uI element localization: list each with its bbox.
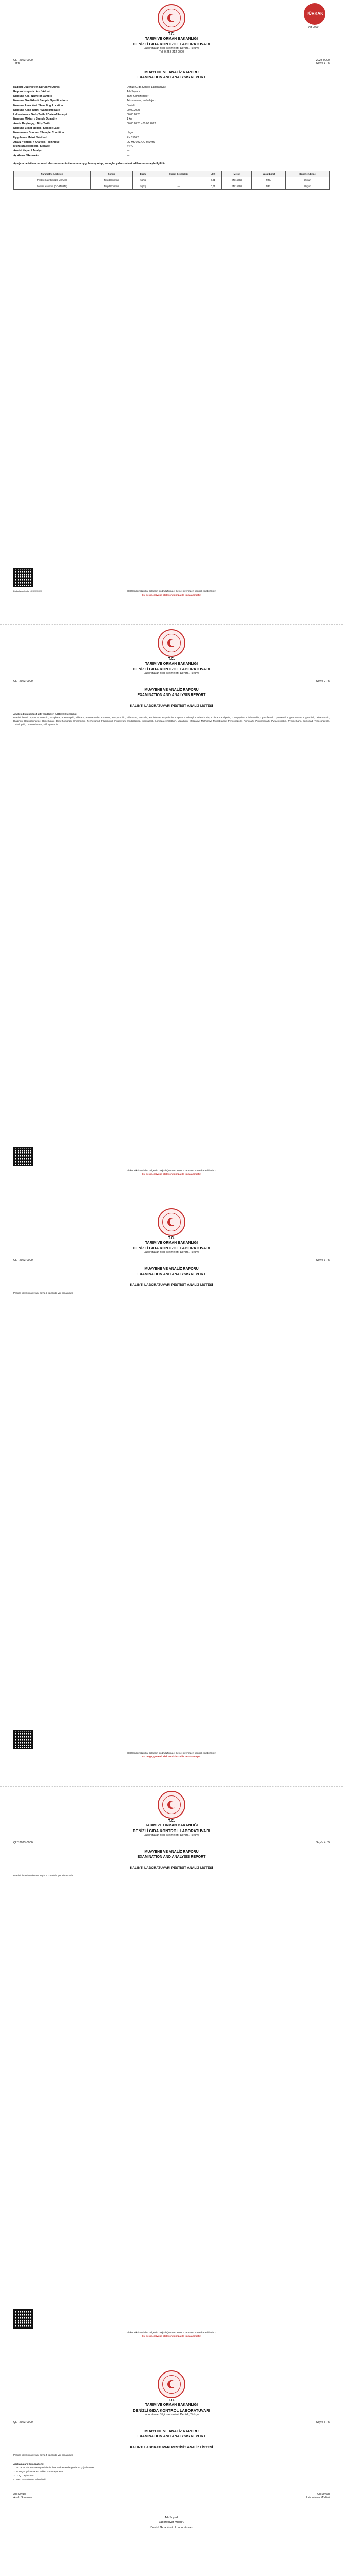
table-cell: mg/kg [132,183,153,189]
pesticide-list: Pestisit listesinin devamı sayfa 3 üzerinde yer almaktadır. [13,1292,74,1295]
report-title: MUAYENE VE ANALİZ RAPORU EXAMINATION AND ANALYSIS REPORT [137,70,206,79]
table-cell: Pestisit Kalıntısı (GC-MS/MS) [14,183,91,189]
table-cell: Tespit Edilmedi [91,177,133,183]
info-row: Numune Etiket Bilgisi / Sample Label — [13,127,130,130]
info-row: Uygulanan Metot / Method EN 15662 [13,135,139,139]
report-number-row: ÇLT-2023-0000 Tarih 2023-0000 Sayfa 1 / 5 [13,58,330,65]
final-signature-block: Adı Soyadı Laboratuvar Müdürü Denizli Gıda Kontrol Laboratuvarı [150,2516,193,2529]
table-header-cell: Ölçüm Belirsizliği [153,171,204,177]
table-cell: Pestisit Kalıntısı (LC-MS/MS) [14,177,91,183]
info-row: Analiz Başlangıç / Bitiş Tarihi 00.00.2023 - 00.00.2023 [13,122,156,126]
table-header-cell: Değerlendirme [286,171,330,177]
info-row: Numune Alma Yeri / Sampling Location Denizli [13,104,135,107]
qr-code[interactable] [13,2309,33,2329]
sample-info-block [13,85,330,158]
report-header: T.C. TARIM VE ORMAN BAKANLIĞI DENİZLİ GIDA KONTROL LABORATUVARI Laboratuvar Bilgi İşletmeleri, Denizli, Türkiye Tel: 0 258 212 9000 [133,32,210,54]
info-row: Numune Alma Tarihi / Sampling Date 00.00.2023 [13,108,140,112]
info-row: Analiz Yöntemi / Analysis Technique LC-MS/MS, GC-MS/MS [13,140,155,144]
crescent-icon [167,1801,176,1809]
table-header-cell: Parametre Analizleri [14,171,91,177]
report-page-5: T.C. TARIM VE ORMAN BAKANLIĞI DENİZLİ GIDA KONTROL LABORATUVARI Laboratuvar Bilgi İşletmeleri, Denizli, Türkiye ÇLT-2023-0000 Sayfa 5 / 5 MUAYENE VE ANALİZ RAPORU EXAMINATION AND ANALYSIS REPORT KALINTI LABORATUVARI PESTİSİT ANALİZ LİSTESİ Pestisit listesinin devamı sayfa 5 üzerinde yer almaktadır. Açıklamalar / Explanations: 1. Bu rapor laboratuvarın yazılı izni olmadan kısmen kopyalanıp çoğaltılamaz. 2. Sonuçlar yalnızca test edilen numuneye aittir. 3. LOQ: Tayin sınırı. 4. MRL: Maksimum kalıntı limiti. Adı Soyadı Analiz Sorumlusu Adı Soyadı Laboratuvar Müdürü Adı Soyadı Laboratuvar Müdürü Denizli Gıda Kontrol Laboratuvarı [0,2366,343,2576]
table-cell: Uygun [286,177,330,183]
report-page-3: T.C. TARIM VE ORMAN BAKANLIĞI DENİZLİ GIDA KONTROL LABORATUVARI Laboratuvar Bilgi İşletmeleri, Denizli, Türkiye ÇLT-2023-0000 Sayfa 3 / 5 MUAYENE VE ANALİZ RAPORU EXAMINATION AND ANALYSIS REPORT KALINTI LABORATUVARI PESTİSİT ANALİZ LİSTESİ Pestisit listesinin devamı sayfa 3 üzerinde yer almaktadır. Elektronik imzalı bu belgenin doğruluğunu e-Devlet üzerinden kontrol edebilirsiniz. Bu belge, güvenli elektronik imza ile imzalanmıştır. [0,1204,343,1786]
table-cell: — [153,183,204,189]
pesticide-list: Analiz edilen pestisit aktif maddeleri (LOQ = 0,01 mg/kg): Pestisit listesi: 2,4-D, Abamectin, Acephate, Acetamiprid, Aldicarb, Ametoctradin, Atrazine, Azoxystrobin, Bifenthrin, Boscalid, Bupirimate, Buprofezin, Captan, Carbaryl, Carbendazim, Chlorantraniliprole, Chlorpyrifos, Clothianidin, Cyazofamid, Cymoxanil, Cypermethrin, Cyprodinil, Deltamethrin, Diazinon, Difenoconazole, Dimethoate, Dimethomorph, Emamectin, Fenhexamid, Fludioxonil, Fluopyram, Imidacloprid, Indoxacarb, Lambda-cyhalothrin, Malathion, Metalaxyl, Methomyl, Myclobutanil, Penconazole, Pirimicarb, Propamocarb, Pyraclostrobin, Pyrimethanil, Spinosad, Tebuconazole, Thiacloprid, Thiamethoxam, Trifloxystrobin. [13,713,330,726]
qr-code[interactable] [13,1147,33,1166]
pesticide-list: Pestisit listesinin devamı sayfa 4 üzerinde yer almaktadır. [13,1874,74,1877]
ministry-seal-logo [158,629,185,657]
info-row: Numune Adı / Name of Sample Taze Kırmızı Biber [13,95,149,98]
crescent-icon [167,1218,176,1226]
info-row: Raporu İsteyenin Adı / Adresi Adı Soyadı [13,90,140,94]
info-row: Açıklama / Remarks — [13,154,130,158]
crescent-icon [167,639,176,647]
table-cell: Uygun [286,183,330,189]
info-row: Numune Miktarı / Sample Quantity 1 kg [13,117,132,121]
ministry-seal-logo [158,4,185,32]
info-row: Analizi Yapan / Analyst — [13,149,130,153]
crescent-icon [167,2380,176,2388]
table-cell: Tespit Edilmedi [91,183,133,189]
table-header-cell: Sonuç [91,171,133,177]
info-row: Muhafaza Koşulları / Storage +4 °C [13,145,134,148]
results-note: Aşağıda belirtilen parametreler numunenin tamamına uygulanmış olup, sonuçlar yalnızca test edilen numuneyle ilgilidir. [13,162,166,165]
table-row [14,177,330,183]
qr-code[interactable] [13,568,33,587]
info-row: Numune Özellikleri / Sample Specifications Tek numune, ambalajsız [13,99,156,103]
table-cell: MRL [252,183,286,189]
report-page-1: TÜRKAK AB-0000-T T.C. TARIM VE ORMAN BAKANLIĞI DENİZLİ GIDA KONTROL LABORATUVARI Laboratuvar Bilgi İşletmeleri, Denizli, Türkiye Tel: 0 258 212 9000 ÇLT-2023-0000 Tarih 2023-0000 Sayfa 1 / 5 MUAYENE VE ANALİZ RAPORU EXAMINATION AND ANALYSIS REPORT Raporu Düzenleyen Kurum ve Adresi Denizli Gıda Kontrol Laboratuvarı Raporu İsteyenin Adı / Adresi Adı Soyadı Numune Adı / Name of Sample Taze Kırmızı Biber Numune Özellikleri / Sample Specifications Tek numune, ambalajsız Numune Alma Yeri / Sampling Location Denizli Numune Alma Tarihi / Sampling Date 00.00.2023 Laboratuvara Geliş Tarihi / Date of Receipt 00.00.2023 Numune Miktarı / Sample Quantity 1 kg Analiz Başlangıç / Bitiş Tarihi 00.00.2023 - 00.00.2023 Numune Etiket Bilgisi / Sample Label — Numunenin Durumu / Sample Condition Uygun Uygulanan Metot / Method EN 15662 Analiz Yöntemi / Analysis Technique LC-MS/MS, GC-MS/MS Muhafaza Koşulları / Storage +4 °C Analizi Yapan / Analyst — Açıklama / Remarks — Aşağıda belirtilen parametreler numunenin tamamına uygulanmış olup, sonuçlar yalnızca test edilen numuneyle ilgilidir. Parametre Analizleri Sonuç Birim Ölçüm Belirsizliği LOQ Metot Yasal Limit Değerlendirme Pestisit Kalıntısı (LC-MS/MS) Tespit Edilmedi mg/kg — 0,01 EN 15662 MRL Uygun Pestisit Kalıntısı (GC-MS/MS) Tespit Edilmedi mg/kg — 0,01 EN 15662 MRL Uygun Doğrulama Kodu: XXXX-XXXX Elektronik imzalı bu belgenin doğruluğunu e-Devlet üzerinden kontrol edebilirsiniz. Bu belge, güvenli elektronik imza ile imzalanmıştır. [0,0,343,624]
report-page-2: T.C. TARIM VE ORMAN BAKANLIĞI DENİZLİ GIDA KONTROL LABORATUVARI Laboratuvar Bilgi İşletmeleri, Denizli, Türkiye ÇLT-2023-0000 Sayfa 2 / 5 MUAYENE VE ANALİZ RAPORU EXAMINATION AND ANALYSIS REPORT KALINTI LABORATUVARI PESTİSİT ANALİZ LİSTESİ Analiz edilen pestisit aktif maddeleri (LOQ = 0,01 mg/kg): Pestisit listesi: 2,4-D, Abamectin, Acephate, Acetamiprid, Aldicarb, Ametoctradin, Atrazine, Azoxystrobin, Bifenthrin, Boscalid, Bupirimate, Buprofezin, Captan, Carbaryl, Carbendazim, Chlorantraniliprole, Chlorpyrifos, Clothianidin, Cyazofamid, Cymoxanil, Cypermethrin, Cyprodinil, Deltamethrin, Diazinon, Difenoconazole, Dimethoate, Dimethomorph, Emamectin, Fenhexamid, Fludioxonil, Fluopyram, Imidacloprid, Indoxacarb, Lambda-cyhalothrin, Malathion, Metalaxyl, Methomyl, Myclobutanil, Penconazole, Pirimicarb, Propamocarb, Pyraclostrobin, Pyrimethanil, Spinosad, Tebuconazole, Thiacloprid, Thiamethoxam, Trifloxystrobin. Elektronik imzalı bu belgenin doğruluğunu e-Devlet üzerinden kontrol edebilirsiniz. Bu belge, güvenli elektronik imza ile imzalanmıştır. [0,625,343,1204]
table-cell: EN 15662 [222,183,252,189]
page-footer: Elektronik imzalı bu belgenin doğruluğunu e-Devlet üzerinden kontrol edebilirsiniz. Bu belge, güvenli elektronik imza ile imzalanmıştır. [126,1752,217,1759]
table-header-cell: Yasal Limit [252,171,286,177]
ministry-seal-logo [158,1208,185,1236]
table-header-cell: Birim [132,171,153,177]
page-footer: Elektronik imzalı bu belgenin doğruluğunu e-Devlet üzerinden kontrol edebilirsiniz. Bu belge, güvenli elektronik imza ile imzalanmıştır. [126,2331,217,2338]
table-cell: 0,01 [204,183,221,189]
blank-area [13,193,330,450]
section-title: KALINTI LABORATUVARI PESTİSİT ANALİZ LİSTESİ [130,704,213,708]
info-row: Raporu Düzenleyen Kurum ve Adresi Denizli Gıda Kontrol Laboratuvarı [13,86,166,89]
table-row [14,183,330,189]
table-cell: mg/kg [132,177,153,183]
ministry-seal-logo [158,1791,185,1819]
signatures: Adı Soyadı Analiz Sorumlusu Adı Soyadı Laboratuvar Müdürü [13,2492,330,2500]
table-cell: EN 15662 [222,177,252,183]
results-table [13,171,330,190]
page-footer: Elektronik imzalı bu belgenin doğruluğunu e-Devlet üzerinden kontrol edebilirsiniz. Bu belge, güvenli elektronik imza ile imzalanmıştır. [126,590,217,597]
table-cell: MRL [252,177,286,183]
info-row: Laboratuvara Geliş Tarihi / Date of Receipt 00.00.2023 [13,113,140,116]
pesticide-list: Pestisit listesinin devamı sayfa 5 üzerinde yer almaktadır. [13,2454,74,2457]
info-row: Numunenin Durumu / Sample Condition Uygun [13,131,134,134]
report-header: T.C. TARIM VE ORMAN BAKANLIĞI DENİZLİ GIDA KONTROL LABORATUVARI Laboratuvar Bilgi İşletmeleri, Denizli, Türkiye [133,657,210,675]
table-header-cell: LOQ [204,171,221,177]
turkak-accreditation-logo: TÜRKAK AB-0000-T [301,3,329,29]
table-header-cell: Metot [222,171,252,177]
table-cell: — [153,177,204,183]
ministry-seal-logo [158,2370,185,2398]
report-page-4: T.C. TARIM VE ORMAN BAKANLIĞI DENİZLİ GIDA KONTROL LABORATUVARI Laboratuvar Bilgi İşletmeleri, Denizli, Türkiye ÇLT-2023-0000 Sayfa 4 / 5 MUAYENE VE ANALİZ RAPORU EXAMINATION AND ANALYSIS REPORT KALINTI LABORATUVARI PESTİSİT ANALİZ LİSTESİ Pestisit listesinin devamı sayfa 4 üzerinde yer almaktadır. Elektronik imzalı bu belgenin doğruluğunu e-Devlet üzerinden kontrol edebilirsiniz. Bu belge, güvenli elektronik imza ile imzalanmıştır. [0,1787,343,2366]
explanations: Açıklamalar / Explanations: 1. Bu rapor laboratuvarın yazılı izni olmadan kısmen kopyalanıp çoğaltılamaz. 2. Sonuçlar yalnızca test edilen numuneye aittir. 3. LOQ: Tayin sınırı. 4. MRL: Maksimum kalıntı limiti. [13,2463,95,2481]
page-footer: Elektronik imzalı bu belgenin doğruluğunu e-Devlet üzerinden kontrol edebilirsiniz. Bu belge, güvenli elektronik imza ile imzalanmıştır. [126,1169,217,1176]
qr-code[interactable] [13,1730,33,1749]
table-cell: 0,01 [204,177,221,183]
crescent-icon [167,14,176,22]
